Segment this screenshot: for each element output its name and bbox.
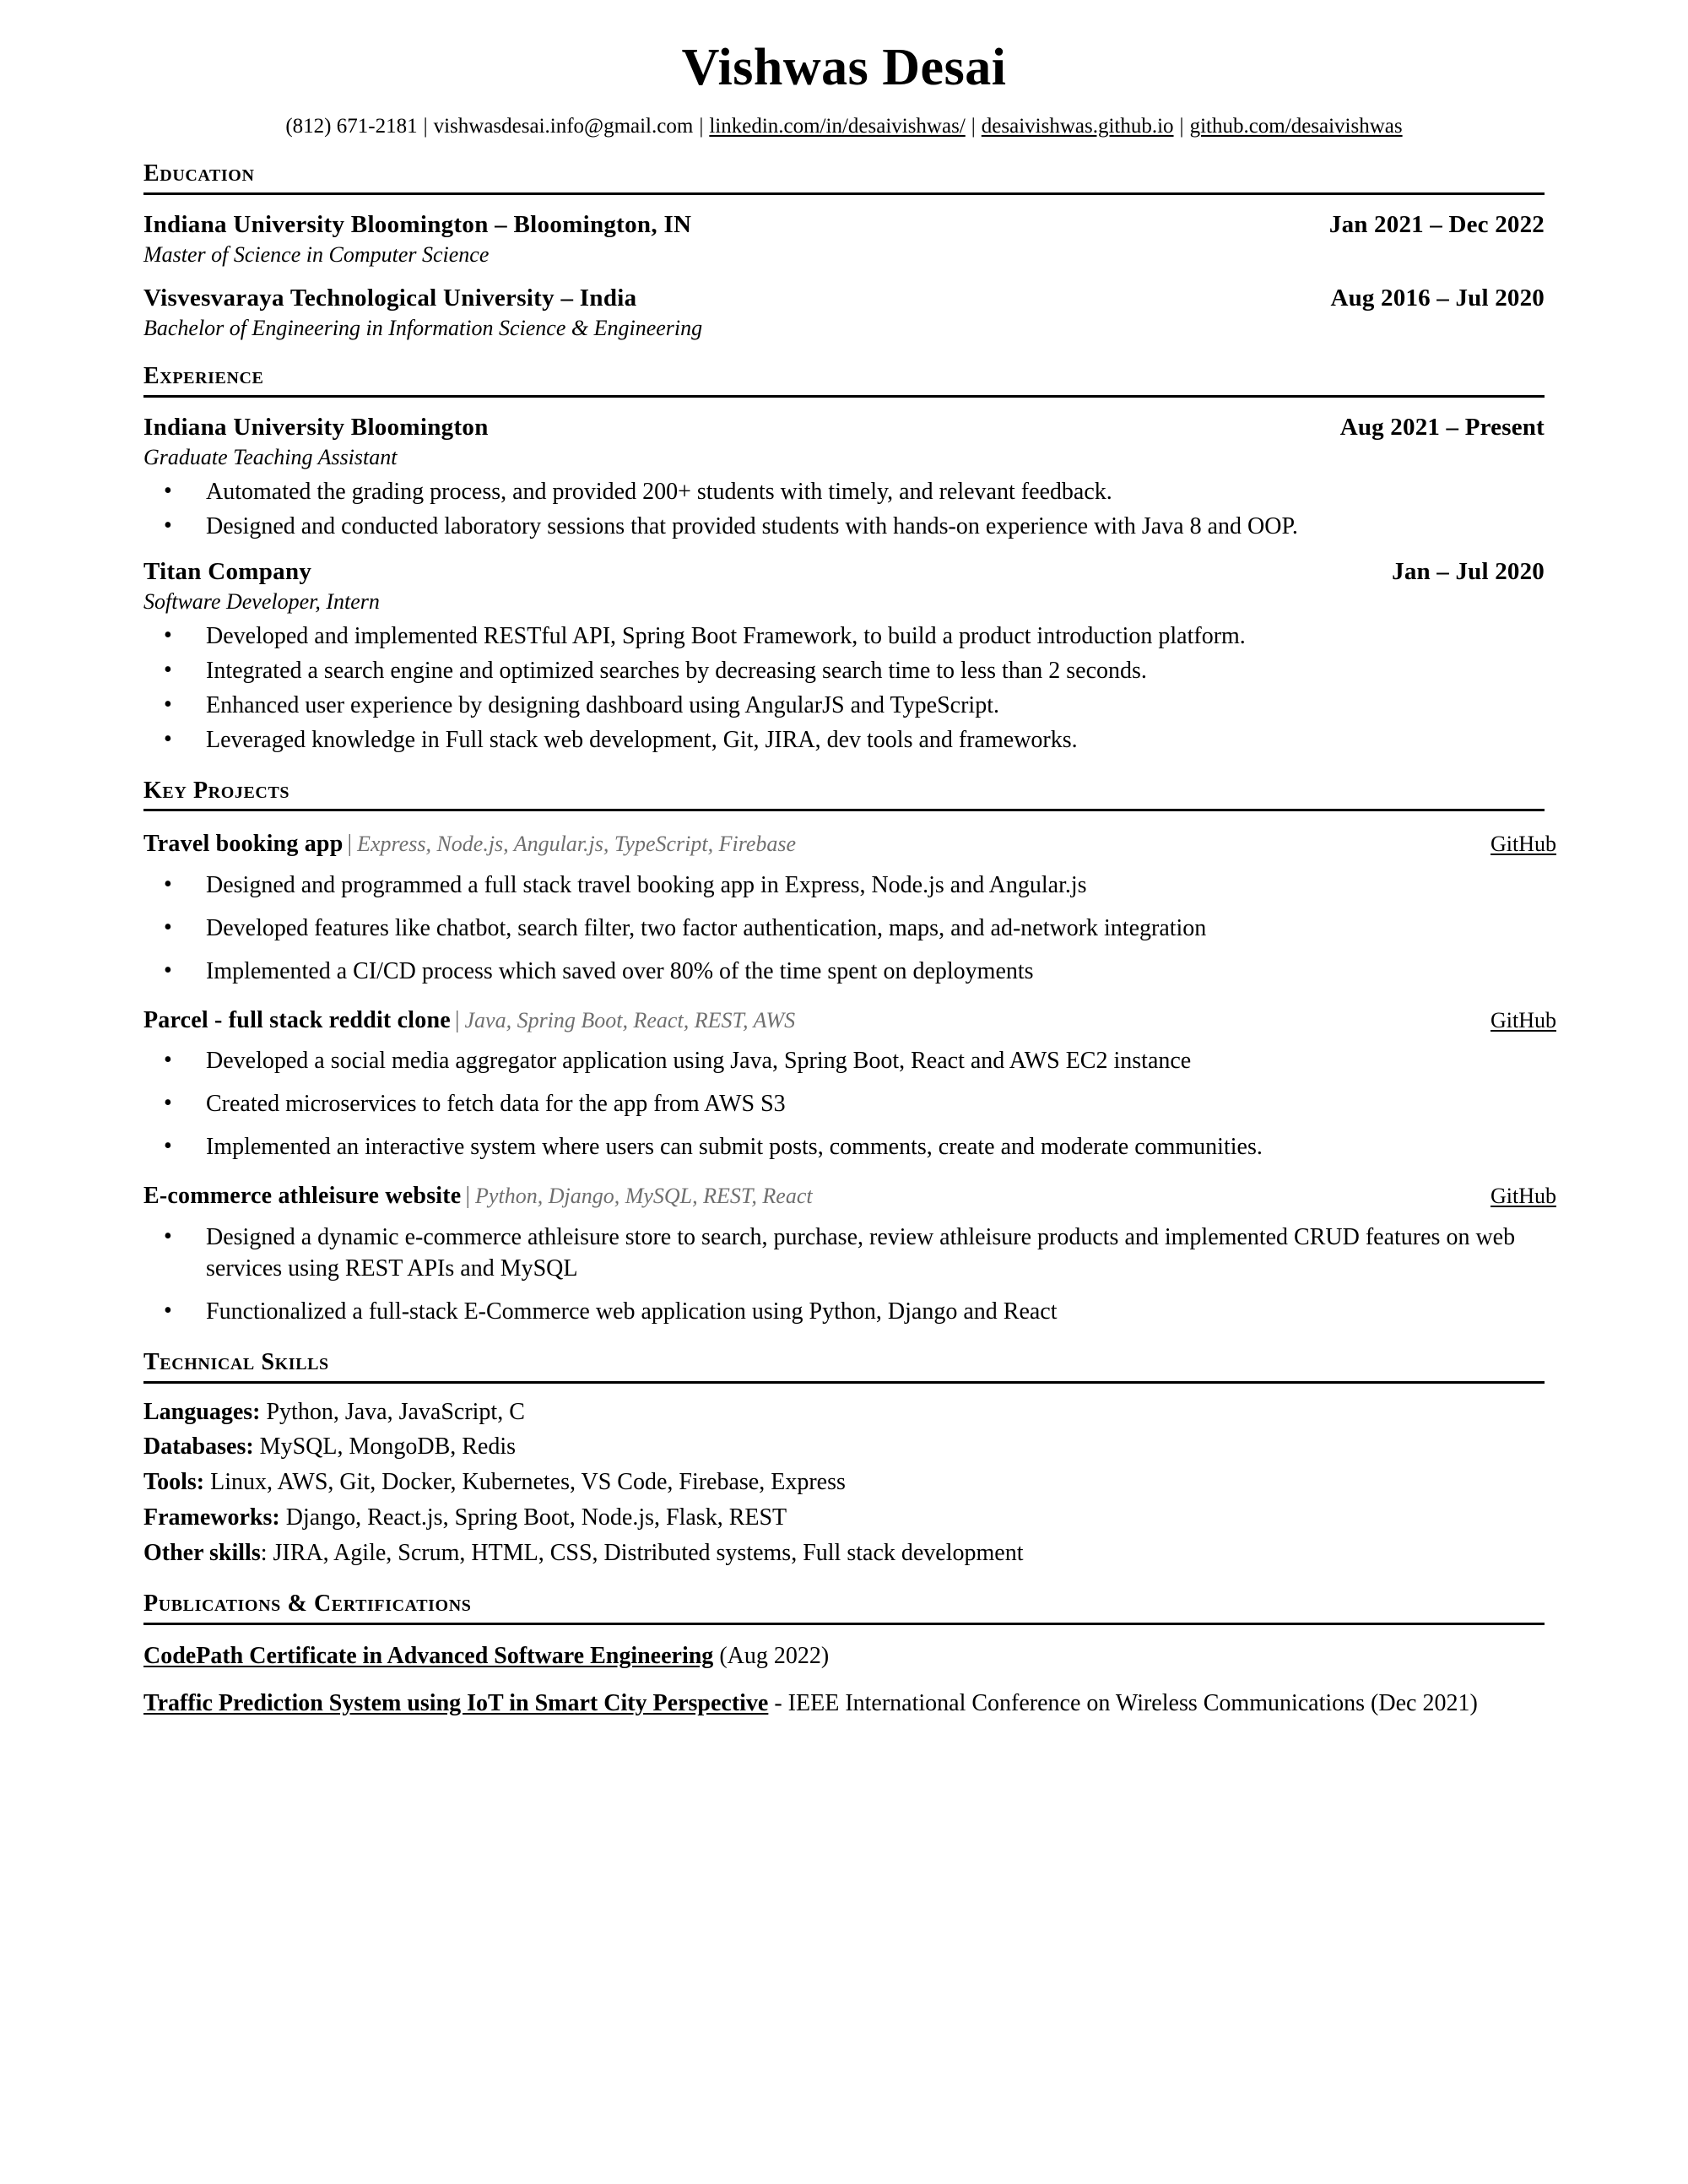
bullet-list [143,477,1545,543]
list-item: • Implemented an interactive system where users can submit posts, comments, create and moderate communities. [143,1132,1545,1163]
skill-row [143,1536,1545,1570]
skill-row [143,1395,1545,1429]
project-title-group [143,830,796,859]
list-item: • Designed and conducted laboratory sessions that provided students with hands-on experience with Java 8 and OOP. [143,512,1545,543]
project-stack: Java, Spring Boot, React, REST, AWS [464,1007,796,1032]
skill-value: MySQL, MongoDB, Redis [253,1433,517,1461]
project-entry [143,1182,1556,1327]
list-item: • Created microservices to fetch data for the app from AWS S3 [143,1089,1545,1120]
skill-row [143,1466,1545,1499]
github-link[interactable]: github.com/desaivishwas [1189,115,1403,138]
skill-row [143,1501,1545,1535]
section-heading-projects: Key Projects [143,777,290,804]
job-title: Graduate Teaching Assistant [143,445,398,470]
education-entry [143,210,1545,268]
project-entry [143,1006,1556,1163]
entry-header [143,413,1545,442]
bullet-list [143,621,1545,756]
list-item: • Implemented a CI/CD process which saved over 80% of the time spent on deployments [143,957,1545,988]
pipe-separator: | [465,1183,471,1210]
linkedin-link[interactable]: linkedin.com/in/desaivishwas/ [709,115,966,138]
list-item: • Leveraged knowledge in Full stack web development, Git, JIRA, dev tools and frameworks. [143,725,1545,756]
skills-list [143,1395,1545,1570]
institution-name: Visvesvaraya Technological University – India [143,285,637,312]
section-divider [143,395,1545,398]
skill-value: Python, Java, JavaScript, C [260,1398,525,1425]
skill-label: Frameworks: [143,1504,280,1531]
publication-title: Traffic Prediction System using IoT in Smart City Perspective [143,1689,769,1716]
project-stack: Python, Django, MySQL, REST, React [475,1184,813,1209]
project-github-link[interactable]: GitHub [1491,1184,1556,1209]
skill-label: Other skills [143,1539,261,1566]
date-range: Jan 2021 – Dec 2022 [1328,210,1545,238]
job-title: Software Developer, Intern [143,589,380,615]
pipe-separator: | [347,831,353,858]
entry-header [143,557,1545,587]
publication-title: CodePath Certificate in Advanced Software Engineering [143,1643,714,1670]
skill-label: Languages: [143,1398,261,1425]
section-experience [143,364,1545,756]
project-github-link[interactable]: GitHub [1491,1007,1556,1032]
section-skills [143,1350,1545,1570]
list-item: • Integrated a search engine and optimized searches by decreasing search time to less than 2 seconds. [143,656,1545,687]
section-heading-education: Education [143,160,255,187]
list-item: • Enhanced user experience by designing dashboard using AngularJS and TypeScript. [143,691,1545,722]
project-name: Parcel - full stack reddit clone [143,1006,451,1033]
section-heading-publications: Publications & Certifications [143,1591,472,1618]
skill-label: Databases: [143,1433,254,1461]
section-projects [143,777,1556,1328]
project-name: Travel booking app [143,831,344,858]
publication-detail: (Aug 2022) [713,1643,830,1670]
list-item: • Developed and implemented RESTful API, Spring Boot Framework, to build a product introduction platform. [143,621,1545,653]
section-heading-skills: Technical Skills [143,1348,329,1375]
list-item: • Designed a dynamic e-commerce athleisure store to search, purchase, review athleisure products and implemented CRUD features on web services using REST APIs and MySQL [143,1222,1545,1285]
page-title: Vishwas Desai [681,39,1007,96]
section-divider [143,1623,1545,1625]
entry-header [143,210,1545,240]
project-name: E-commerce athleisure website [143,1183,462,1210]
project-title-group [143,1006,795,1035]
entry-header [143,284,1545,313]
education-entry [143,284,1545,342]
degree-text: Master of Science in Computer Science [143,241,490,267]
section-publications [143,1591,1545,1719]
bullet-list [143,1222,1545,1328]
publication-entry [143,1688,1545,1720]
section-education [143,161,1545,342]
skill-row [143,1430,1545,1464]
list-item: • Developed a social media aggregator application using Java, Spring Boot, React and AWS EC2 instance [143,1046,1545,1077]
date-range: Aug 2021 – Present [1339,414,1545,442]
company-name: Indiana University Bloomington [143,414,489,442]
separator: | [423,115,428,138]
separator: | [699,115,704,138]
skill-value: : JIRA, Agile, Scrum, HTML, CSS, Distributed systems, Full stack development [260,1539,1024,1566]
bullet-list [143,1046,1545,1163]
skill-label: Tools: [143,1469,205,1496]
separator: | [1179,115,1184,138]
company-name: Titan Company [143,558,312,586]
skill-value: Linux, AWS, Git, Docker, Kubernetes, VS Code, Firebase, Express [204,1469,846,1496]
bullet-list [143,870,1545,988]
contact-line [143,114,1545,139]
skill-value: Django, React.js, Spring Boot, Node.js, Flask, REST [279,1504,787,1531]
separator: | [971,115,976,138]
project-header [143,830,1556,859]
project-stack: Express, Node.js, Angular.js, TypeScript, Firebase [357,832,797,857]
experience-entry [143,413,1545,542]
project-github-link[interactable]: GitHub [1491,832,1556,857]
project-title-group [143,1182,813,1211]
section-divider [143,192,1545,195]
section-heading-experience: Experience [143,363,264,390]
email-text: vishwasdesai.info@gmail.com [433,115,694,138]
publication-detail: - IEEE International Conference on Wireless Communications (Dec 2021) [768,1689,1478,1716]
project-header [143,1182,1556,1211]
pipe-separator: | [454,1006,460,1033]
project-header [143,1006,1556,1035]
website-link[interactable]: desaivishwas.github.io [981,115,1174,138]
date-range: Jan – Jul 2020 [1392,558,1545,586]
date-range: Aug 2016 – Jul 2020 [1330,285,1545,312]
section-divider [143,1381,1545,1384]
list-item: • Developed features like chatbot, search filter, two factor authentication, maps, and ad-network integration [143,913,1545,945]
list-item: • Functionalized a full-stack E-Commerce web application using Python, Django and React [143,1297,1545,1328]
section-divider [143,809,1545,811]
institution-name: Indiana University Bloomington – Bloomington, IN [143,210,692,238]
project-entry [143,830,1556,987]
experience-entry [143,557,1545,756]
list-item: • Automated the grading process, and provided 200+ students with timely, and relevant feedback. [143,477,1545,508]
phone-text: (812) 671-2181 [285,115,418,138]
list-item: • Designed and programmed a full stack travel booking app in Express, Node.js and Angular.js [143,870,1545,902]
degree-text: Bachelor of Engineering in Information Science & Engineering [143,315,703,340]
publication-entry [143,1640,1545,1672]
